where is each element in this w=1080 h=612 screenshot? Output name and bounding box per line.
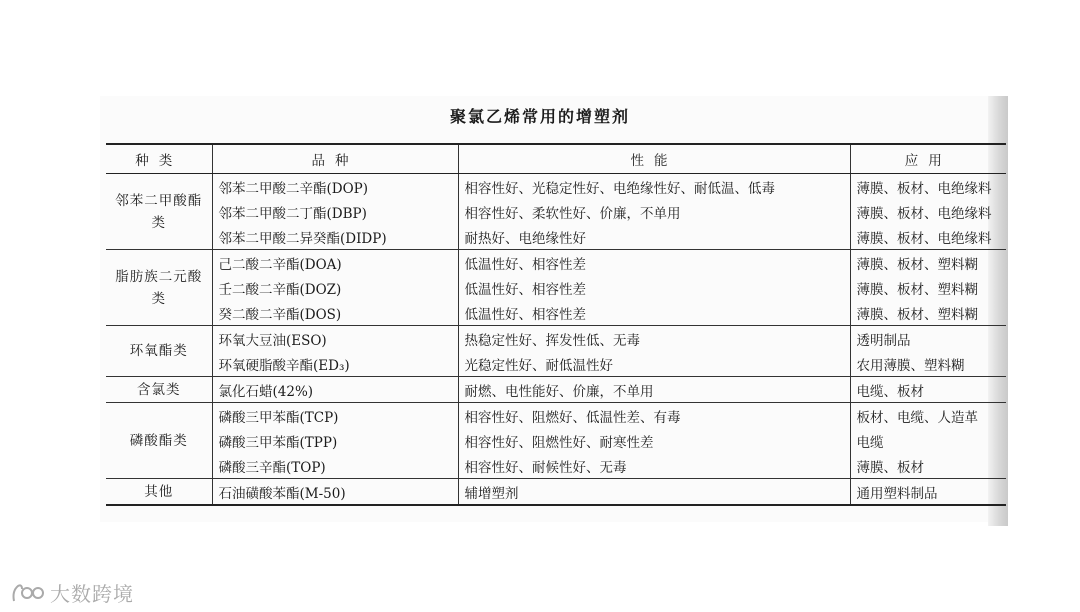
application-cell: 农用薄膜、塑料糊 bbox=[850, 351, 1006, 377]
table-row bbox=[106, 300, 1006, 326]
performance-cell: 相容性好、阻燃性好、耐寒性差 bbox=[458, 428, 850, 453]
table-row bbox=[106, 275, 1006, 300]
variety-cell: 癸二酸二辛酯(DOS) bbox=[212, 300, 458, 326]
header-application: 应用 bbox=[850, 144, 1006, 174]
performance-cell: 低温性好、相容性差 bbox=[458, 250, 850, 276]
variety-cell: 氯化石蜡(42%) bbox=[212, 377, 458, 403]
table-row bbox=[106, 453, 1006, 479]
performance-cell: 耐燃、电性能好、价廉，不单用 bbox=[458, 377, 850, 403]
performance-cell: 相容性好、阻燃好、低温性差、有毒 bbox=[458, 403, 850, 429]
table-row bbox=[106, 250, 1006, 276]
table-row bbox=[106, 428, 1006, 453]
application-cell: 电缆 bbox=[850, 428, 1006, 453]
table-row bbox=[106, 326, 1006, 352]
performance-cell: 相容性好、柔软性好、价廉，不单用 bbox=[458, 199, 850, 224]
application-cell: 薄膜、板材、塑料糊 bbox=[850, 275, 1006, 300]
performance-cell: 热稳定性好、挥发性低、无毒 bbox=[458, 326, 850, 352]
table-row bbox=[106, 174, 1006, 200]
variety-cell: 磷酸三甲苯酯(TPP) bbox=[212, 428, 458, 453]
performance-cell: 辅增塑剂 bbox=[458, 479, 850, 506]
application-cell: 薄膜、板材、电绝缘料 bbox=[850, 174, 1006, 200]
table-row bbox=[106, 479, 1006, 506]
performance-cell: 低温性好、相容性差 bbox=[458, 275, 850, 300]
variety-cell: 己二酸二辛酯(DOA) bbox=[212, 250, 458, 276]
category-cell: 其他 bbox=[106, 479, 212, 506]
table-row bbox=[106, 403, 1006, 429]
header-category: 种类 bbox=[106, 144, 212, 174]
application-cell: 透明制品 bbox=[850, 326, 1006, 352]
application-cell: 电缆、板材 bbox=[850, 377, 1006, 403]
variety-cell: 磷酸三辛酯(TOP) bbox=[212, 453, 458, 479]
application-cell: 薄膜、板材、电绝缘料 bbox=[850, 199, 1006, 224]
variety-cell: 石油磺酸苯酯(M-50) bbox=[212, 479, 458, 506]
variety-cell: 邻苯二甲酸二丁酯(DBP) bbox=[212, 199, 458, 224]
table-title: 聚氯乙烯常用的增塑剂 bbox=[449, 107, 630, 126]
variety-cell: 环氧大豆油(ESO) bbox=[212, 326, 458, 352]
table-row bbox=[106, 224, 1006, 250]
header-variety: 品种 bbox=[212, 144, 458, 174]
application-cell: 薄膜、板材、塑料糊 bbox=[850, 250, 1006, 276]
table-row bbox=[106, 351, 1006, 377]
performance-cell: 低温性好、相容性差 bbox=[458, 300, 850, 326]
table-row bbox=[106, 199, 1006, 224]
watermark bbox=[10, 578, 134, 607]
watermark-text: 大数跨境 bbox=[50, 582, 134, 606]
category-cell: 磷酸酯类 bbox=[106, 403, 212, 479]
header-performance: 性能 bbox=[458, 144, 850, 174]
header-row bbox=[106, 144, 1006, 174]
variety-cell: 磷酸三甲苯酯(TCP) bbox=[212, 403, 458, 429]
brand-logo-icon bbox=[10, 581, 44, 605]
table-body bbox=[106, 174, 1006, 506]
application-cell: 薄膜、板材、电绝缘料 bbox=[850, 224, 1006, 250]
application-cell: 通用塑料制品 bbox=[850, 479, 1006, 506]
category-cell: 含氯类 bbox=[106, 377, 212, 403]
application-cell: 薄膜、板材 bbox=[850, 453, 1006, 479]
plasticizer-table bbox=[106, 143, 1006, 506]
performance-cell: 相容性好、耐候性好、无毒 bbox=[458, 453, 850, 479]
table-row bbox=[106, 377, 1006, 403]
application-cell: 薄膜、板材、塑料糊 bbox=[850, 300, 1006, 326]
category-cell: 邻苯二甲酸酯类 bbox=[106, 174, 212, 250]
category-cell: 环氧酯类 bbox=[106, 326, 212, 377]
variety-cell: 邻苯二甲酸二辛酯(DOP) bbox=[212, 174, 458, 200]
performance-cell: 光稳定性好、耐低温性好 bbox=[458, 351, 850, 377]
category-cell: 脂肪族二元酸类 bbox=[106, 250, 212, 326]
variety-cell: 环氧硬脂酸辛酯(ED₃) bbox=[212, 351, 458, 377]
application-cell: 板材、电缆、人造革 bbox=[850, 403, 1006, 429]
performance-cell: 耐热好、电绝缘性好 bbox=[458, 224, 850, 250]
performance-cell: 相容性好、光稳定性好、电绝缘性好、耐低温、低毒 bbox=[458, 174, 850, 200]
variety-cell: 邻苯二甲酸二异癸酯(DIDP) bbox=[212, 224, 458, 250]
variety-cell: 壬二酸二辛酯(DOZ) bbox=[212, 275, 458, 300]
